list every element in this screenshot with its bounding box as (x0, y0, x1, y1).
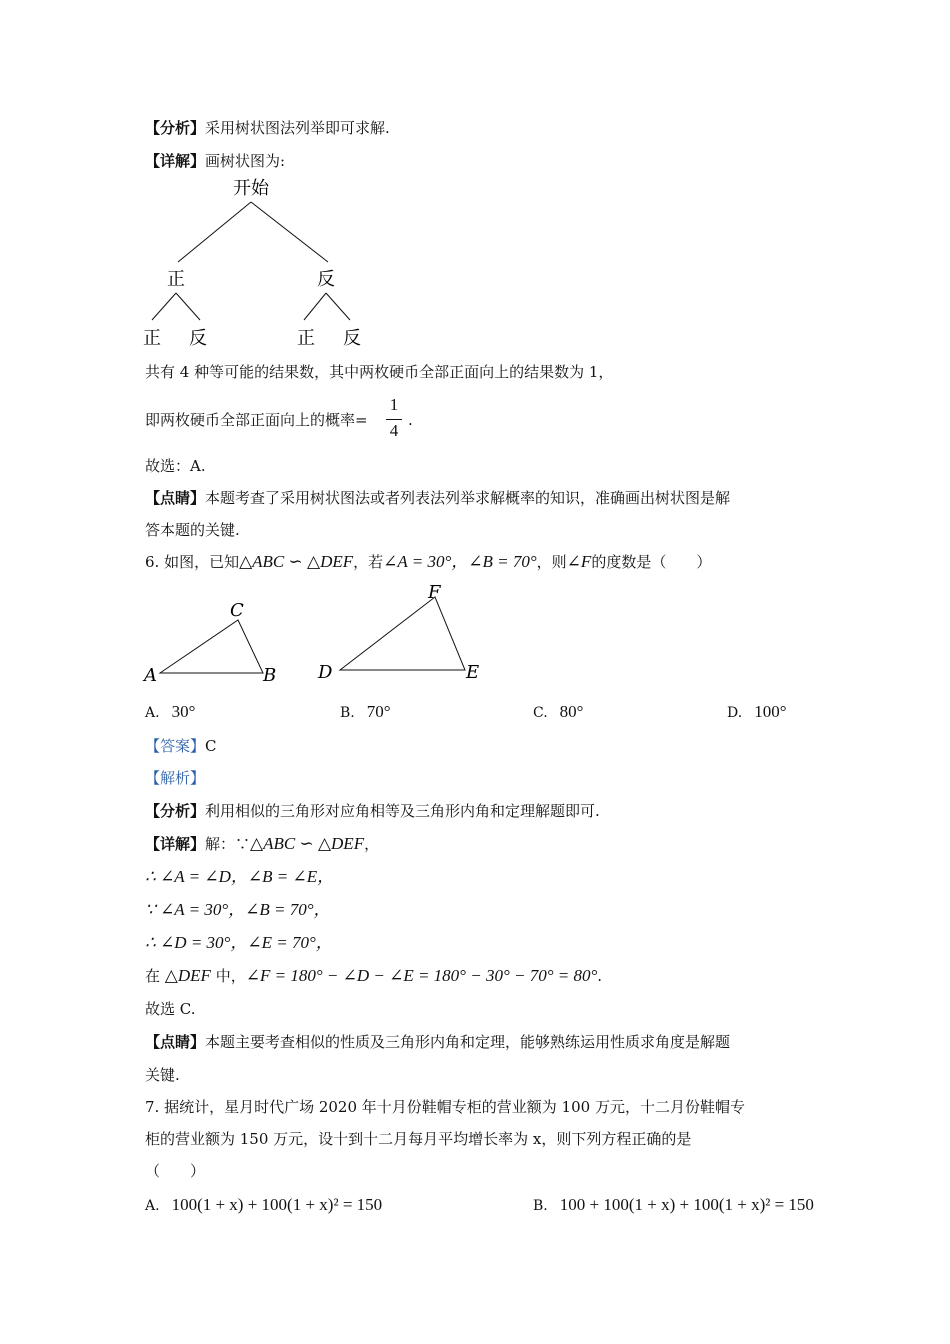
triangle-figure (140, 580, 500, 690)
q6-stem-mid: ，若 (353, 553, 384, 571)
q6-option-b[interactable] (340, 702, 391, 722)
q6-analysis (145, 801, 600, 821)
step4-equation: ∠F = 180° − ∠D − ∠E = 180° − 30° − 70° = 80° (245, 966, 598, 985)
answer-value: C (205, 737, 217, 755)
q6-stem-mid2: ，则 (536, 553, 567, 571)
step4-triangle: △DEF (164, 966, 211, 985)
step4-mid: 中， (215, 967, 246, 985)
comment-label: 【点睛】 (145, 489, 206, 507)
detail-text: 画树状图为: (205, 152, 286, 170)
comment-line-1: 本题考查了采用树状图法或者列表法列举求解概率的知识，准确画出树状图是解 (205, 489, 731, 507)
analysis-label: 【分析】 (145, 119, 206, 137)
vertex-a: A (144, 665, 157, 686)
q7-stem-line-3: （ ） (145, 1162, 206, 1180)
q5-analysis (145, 118, 390, 138)
option-value: 30° (171, 702, 196, 721)
q6-step-1: ∴ ∠A = ∠D，∠B = ∠E， (145, 867, 335, 886)
q5-choice: 故选：A. (145, 457, 206, 475)
q6-choice: 故选 C. (145, 1000, 196, 1018)
triangle-def (340, 597, 465, 670)
analysis-text: 采用树状图法列举即可求解. (205, 119, 390, 137)
tree-leaf-3: 正 (297, 328, 315, 349)
prob-fraction-bar (386, 419, 402, 420)
q7-stem-line-2: 柜的营业额为 150 万元，设十到十二月每月平均增长率为 x，则下列方程正确的是 (145, 1130, 692, 1148)
tree-node-right: 反 (317, 269, 335, 290)
prob-denominator: 4 (389, 421, 399, 440)
q5-comment (145, 488, 730, 508)
tree-root: 开始 (233, 178, 269, 199)
detail-suffix: ， (364, 835, 380, 853)
option-label: B. (533, 1198, 548, 1214)
q7-option-a[interactable] (145, 1195, 382, 1215)
q5-probability (145, 410, 368, 430)
analysis-text: 利用相似的三角形对应角相等及三角形内角和定理解题即可. (205, 802, 600, 820)
option-label: D. (727, 705, 743, 721)
q6-stem-ask: ∠F (566, 552, 592, 571)
q6-stem-condition: ∠A = 30°，∠B = 70° (383, 552, 537, 571)
option-value: 100(1 + x) + 100(1 + x)² = 150 (171, 1195, 383, 1214)
option-label: A. (145, 1198, 160, 1214)
step4-prefix: 在 (145, 967, 161, 985)
tree-diagram (140, 172, 400, 352)
q6-answer (145, 736, 217, 756)
prob-prefix: 即两枚硬币全部正面向上的概率= (145, 411, 368, 429)
option-label: A. (145, 705, 160, 721)
q6-analysis-head: 【解析】 (145, 769, 206, 787)
option-label: C. (533, 705, 548, 721)
vertex-f: F (428, 582, 441, 603)
q6-option-a[interactable] (145, 702, 195, 722)
q7-option-b[interactable] (533, 1195, 814, 1215)
detail-prefix: 解：∵ (205, 835, 251, 853)
tree-node-left: 正 (167, 269, 185, 290)
prob-numerator: 1 (389, 395, 399, 414)
q5-result-line: 共有 4 种等可能的结果数，其中两枚硬币全部正面向上的结果数为 1， (145, 363, 614, 381)
vertex-b: B (263, 665, 277, 686)
q6-detail (145, 834, 379, 854)
detail-similarity: △ABC ∽ △DEF (250, 834, 365, 853)
q6-option-c[interactable] (533, 702, 583, 722)
q6-comment-line-2: 关键. (145, 1066, 180, 1084)
q6-step-4 (145, 966, 602, 986)
q6-step-3: ∴ ∠D = 30°，∠E = 70°， (145, 933, 333, 952)
q6-stem-similarity: △ABC ∽ △DEF (239, 552, 354, 571)
answer-label: 【答案】 (145, 737, 206, 755)
option-label: B. (340, 705, 355, 721)
comment-line-1: 本题主要考查相似的性质及三角形内角和定理，能够熟练运用性质求角度是解题 (205, 1033, 731, 1051)
detail-label: 【详解】 (145, 835, 206, 853)
q5-detail (145, 151, 285, 171)
q6-step-2: ∵ ∠A = 30°，∠B = 70°， (145, 900, 331, 919)
prob-suffix: . (408, 411, 413, 429)
q7-stem-line-1: 7. 据统计，星月时代广场 2020 年十月份鞋帽专柜的营业额为 100 万元，十二月份鞋帽专 (145, 1098, 745, 1116)
option-value: 100 + 100(1 + x) + 100(1 + x)² = 150 (559, 1195, 814, 1214)
option-value: 70° (366, 702, 391, 721)
comment-label: 【点睛】 (145, 1033, 206, 1051)
q6-stem (145, 552, 711, 572)
q6-comment (145, 1032, 730, 1052)
tree-leaf-4: 反 (343, 328, 361, 349)
vertex-d: D (318, 662, 333, 683)
detail-label: 【详解】 (145, 152, 206, 170)
q6-stem-prefix: 6. 如图，已知 (145, 553, 240, 571)
option-value: 100° (754, 702, 787, 721)
tree-leaf-1: 正 (143, 328, 161, 349)
q6-stem-suffix: 的度数是（ ） (591, 553, 712, 571)
vertex-c: C (230, 600, 244, 621)
vertex-e: E (466, 662, 480, 683)
q5-comment-line-2: 答本题的关键. (145, 521, 240, 539)
step4-suffix: . (597, 967, 603, 985)
triangle-abc (160, 620, 263, 673)
q6-option-d[interactable] (727, 702, 787, 722)
tree-leaf-2: 反 (189, 328, 207, 349)
option-value: 80° (559, 702, 584, 721)
analysis-label: 【分析】 (145, 802, 206, 820)
